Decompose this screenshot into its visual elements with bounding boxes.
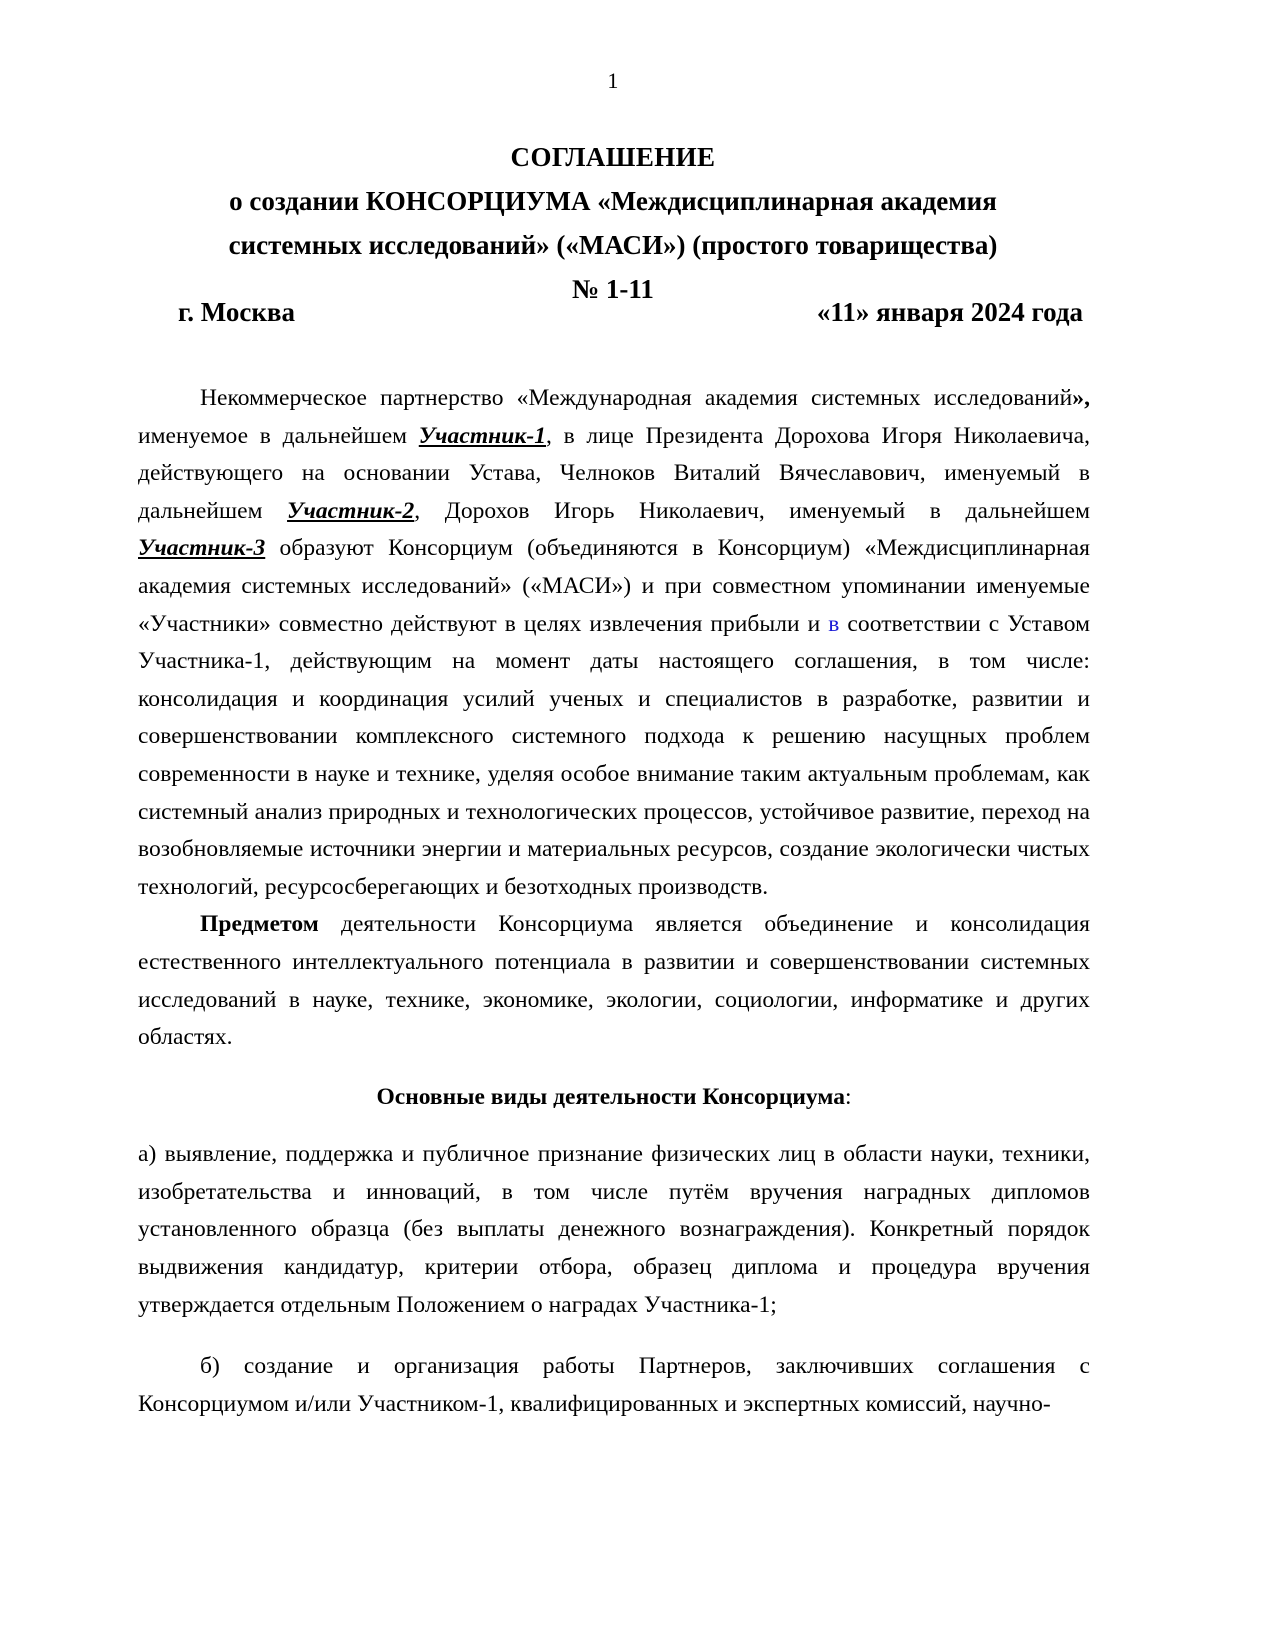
place-of-signing: г. Москва xyxy=(178,297,295,327)
activities-subheading-text: Основные виды деятельности Консорциума xyxy=(376,1083,845,1110)
party-label-3: Участник-3 xyxy=(138,535,266,562)
preamble-segment-3: , в лице Президента Дорохова Игоря Николаевича, действующего на основании Устава, Челноков Виталий Вячеславович, именуемый в дальнейшем xyxy=(138,422,1090,524)
activities-subheading xyxy=(138,1079,1090,1117)
party-label-2: Участник-2 xyxy=(287,497,415,524)
activity-item-a: а) выявление, поддержка и публичное признание физических лиц в области науки, техники, изобретательства и инноваций, в том числе путём вручения наградных дипломов установленного образца (без выплаты денежного вознаграждения). Конкретный порядок выдвижения кандидатур, критерии отбора, образец диплома и процедура вручения утверждается отдельным Положением о наградах Участника-1; xyxy=(138,1141,1090,1318)
document-subtitle-line-1: о создании КОНСОРЦИУМА «Междисциплинарная академия xyxy=(229,186,997,216)
preamble-segment-1: Некоммерческое партнерство «Международная академия системных исследований xyxy=(200,385,1073,411)
preamble-segment-4: , Дорохов Игорь Николаевич, именуемый в дальнейшем xyxy=(414,497,1090,524)
document-title: СОГЛАШЕНИЕ xyxy=(510,142,716,172)
subject-rest: деятельности Консорциума является объединение и консолидация естественного интеллектуального потенциала в развитии и совершенствовании системных исследований в науке, технике, экономике, экологии, социологии, информатике и других областях. xyxy=(138,911,1090,1051)
preamble-blue-word: в xyxy=(828,610,840,637)
document-number: № 1-11 xyxy=(572,274,654,304)
activity-item-b: б) создание и организация работы Партнеров, заключивших соглашения с Консорциумом и/или Участником-1, квалифицированных и экспертных комиссий, научно- xyxy=(138,1353,1090,1417)
date-of-signing: «11» января 2024 года xyxy=(816,297,1083,327)
preamble-segment-6: соответствии с Уставом Участника-1, действующим на момент даты настоящего соглашения, в том числе: консолидация и координация усилий ученых и специалистов в разработке, развитии и совершенствовании комплексного системного подхода к решению насущных проблем современности в науке и технике, уделяя особое внимание таким актуальным проблемам, как системный анализ природных и технологических процессов, устойчивое развитие, переход на возобновляемые источники энергии и материальных ресурсов, создание экологически чистых технологий, ресурсосберегающих и безотходных производств. xyxy=(138,610,1090,900)
paragraph-preamble xyxy=(138,380,1090,906)
page-number: 1 xyxy=(607,68,619,93)
preamble-segment-1-bold-tail: », xyxy=(1072,385,1090,411)
document-body xyxy=(138,380,1090,1423)
activities-subheading-colon: : xyxy=(844,1083,852,1110)
place-and-date-row xyxy=(138,293,1088,331)
paragraph-subject xyxy=(138,906,1090,1056)
party-label-1: Участник-1 xyxy=(418,422,547,449)
preamble-segment-2: именуемое в дальнейшем xyxy=(138,422,419,449)
subject-bold-lead: Предметом xyxy=(200,911,319,938)
document-subtitle-line-2: системных исследований» («МАСИ») (простого товарищества) xyxy=(228,230,998,260)
preamble-segment-5: образуют Консорциум (объединяются в Консорциум) «Междисциплинарная академия системных исследований» («МАСИ») и при совместном упоминании именуемые «Участники» совместно действуют в целях извлечения прибыли и xyxy=(138,535,1090,637)
title-block xyxy=(138,135,1088,311)
